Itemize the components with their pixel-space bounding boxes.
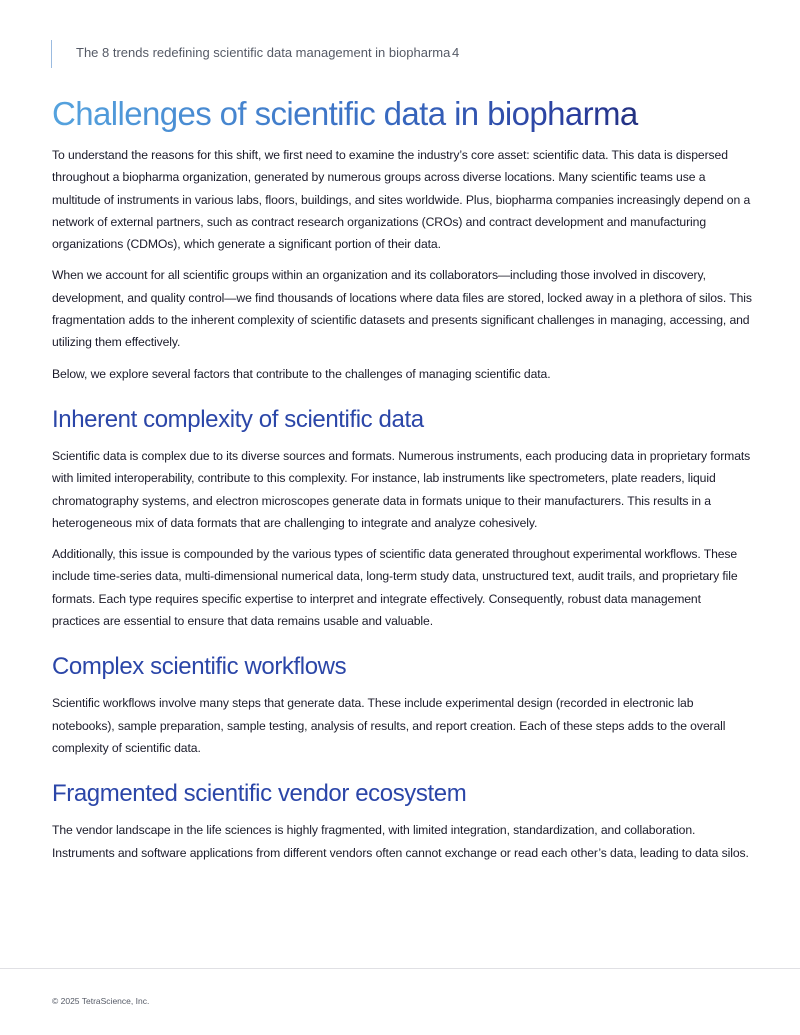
section-heading: Fragmented scientific vendor ecosystem — [52, 780, 467, 808]
footer-divider — [0, 968, 800, 969]
section-paragraph: The vendor landscape in the life sciences is highly fragmented, with limited integration, standardization, and collaboration. Instruments and software applications from different vendors often cannot exchange or read each other’s data, leading to data silos. — [52, 823, 749, 860]
intro-paragraph: To understand the reasons for this shift, we first need to examine the industry’s core asset: scientific data. This data is dispersed throughout a biopharma organization, generated by numerous groups across diverse locations. Many scientific teams use a multitude of instruments in various labs, floors, buildings, and sites worldwide. Plus, biopharma companies increasingly depend on a network of external partners, such as contract research organizations (CROs) and contract development and manufacturing organizations (CDMOs), which generate a significant portion of their data. — [52, 148, 751, 252]
section-paragraph: Additionally, this issue is compounded by the various types of scientific data generated throughout experimental workflows. These include time-series data, multi-dimensional numerical data, long-term study data, unstructured text, audit trails, and proprietary file formats. Each type requires specific expertise to interpret and integrate effectively. Consequently, robust data management practices are essential to ensure that data remains usable and valuable. — [52, 547, 738, 629]
header-accent-bar — [51, 40, 52, 68]
page-title: Challenges of scientific data in biopharma — [52, 94, 752, 134]
section-heading: Inherent complexity of scientific data — [52, 405, 424, 433]
footer-copyright: © 2025 TetraScience, Inc. — [52, 996, 150, 1006]
intro-paragraph: When we account for all scientific groups within an organization and its collaborators—including those involved in discovery, development, and quality control—we find thousands of locations where data files are stored, locked away in a plethora of silos. This fragmentation adds to the inherent complexity of scientific datasets and presents significant challenges in managing, accessing, and utilizing them effectively. — [52, 268, 752, 350]
page-number: 4 — [452, 45, 460, 60]
section-paragraph: Scientific data is complex due to its diverse sources and formats. Numerous instruments, each producing data in proprietary formats with limited interoperability, contribute to this complexity. For instance, lab instruments like spectrometers, plate readers, liquid chromatography systems, and electron microscopes generate data in formats unique to their manufacturers. This results in a heterogeneous mix of data formats that are challenging to integrate and analyze cohesively. — [52, 448, 751, 530]
section-heading: Complex scientific workflows — [52, 653, 347, 681]
section-paragraph: Scientific workflows involve many steps that generate data. These include experimental design (recorded in electronic lab notebooks), sample preparation, sample testing, analysis of results, and report creation. Each of these steps adds to the overall complexity of scientific data. — [52, 696, 726, 755]
header-document-title: The 8 trends redefining scientific data management in biopharma — [76, 45, 451, 60]
intro-paragraph: Below, we explore several factors that contribute to the challenges of managing scientific data. — [52, 366, 551, 381]
main-content — [52, 94, 752, 873]
